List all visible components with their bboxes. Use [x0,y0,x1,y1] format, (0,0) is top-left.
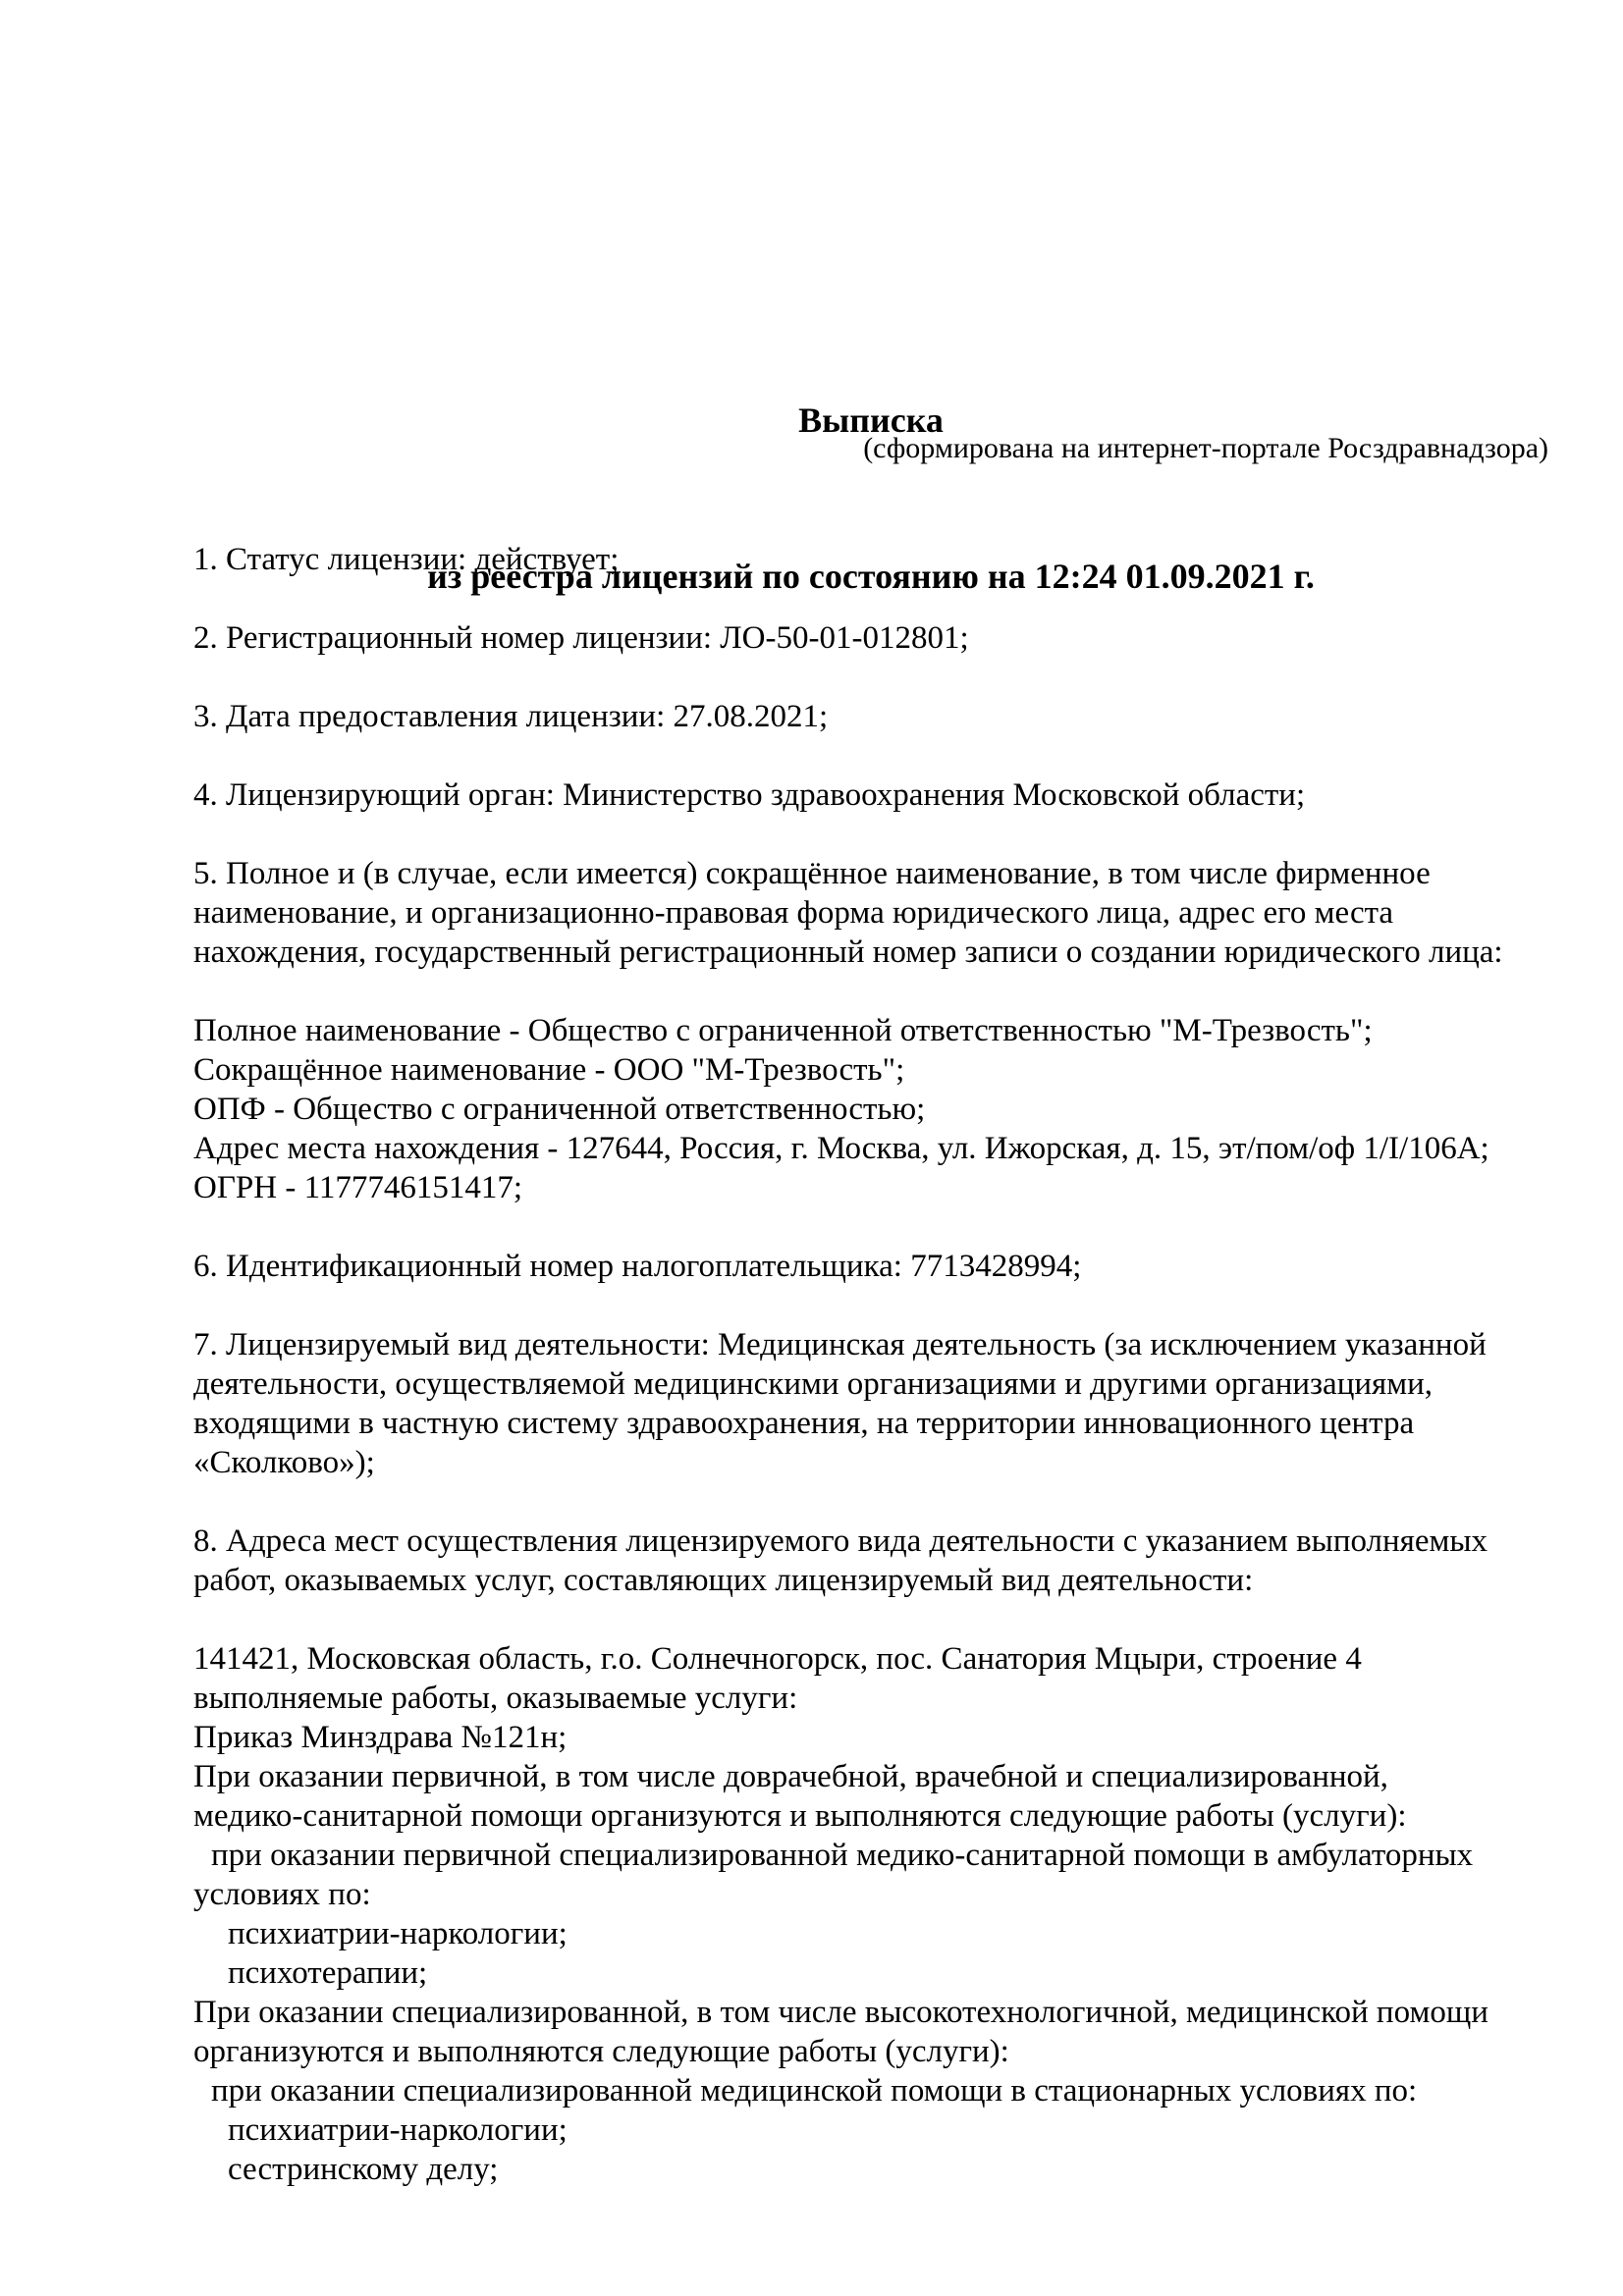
nursing-line: сестринскому делу; [228,2152,499,2187]
psychotherapy-line: психотерапии; [228,1955,428,1991]
inpatient-care-line: при оказании специализированной медицинской помощи в стационарных условиях по: [211,2073,1418,2109]
short-name-line: Сокращённое наименование - ООО "М-Трезвость"; [193,1052,905,1088]
primary-care-line-1: При оказании первичной, в том числе доврачебной, врачебной и специализированной, [193,1759,1388,1794]
psychiatry-narcology-line-2: психиатрии-наркологии; [228,2112,568,2148]
item8-heading-line-1: 8. Адреса мест осуществления лицензируемого вида деятельности с указанием выполняемых [193,1523,1488,1559]
minzdrav-order-line: Приказ Минздрава №121н; [193,1720,568,1755]
registration-number-line: 2. Регистрационный номер лицензии: ЛО-50-01-012801; [193,620,969,656]
item5-heading-line-1: 5. Полное и (в случае, если имеется) сокращённое наименование, в том числе фирменное [193,856,1431,891]
generation-note: (сформирована на интернет-портале Росздравнадзора) [863,432,1548,464]
activity-address-line: 141421, Московская область, г.о. Солнечногорск, пос. Санатория Мцыри, строение 4 [193,1641,1362,1677]
ogrn-line: ОГРН - 1177746151417; [193,1170,523,1205]
license-status-line: 1. Статус лицензии: действует; [193,542,620,577]
address-line: Адрес места нахождения - 127644, Россия, г. Москва, ул. Ижорская, д. 15, эт/пом/оф 1/I/106А; [193,1131,1489,1166]
item5-heading-line-2: наименование, и организационно-правовая форма юридического лица, адрес его места [193,895,1394,931]
document-body [193,540,1563,2189]
psychiatry-narcology-line: психиатрии-наркологии; [228,1916,568,1951]
licensing-authority-line: 4. Лицензирующий орган: Министерство здравоохранения Московской области; [193,777,1306,813]
document-title: Выписка [798,400,944,440]
primary-care-line-2: медико-санитарной помощи организуются и выполняются следующие работы (услуги): [193,1798,1407,1834]
full-name-line: Полное наименование - Общество с ограниченной ответственностью "М-Трезвость"; [193,1013,1373,1048]
item7-activity-line-4: «Сколково»); [193,1445,375,1480]
item7-activity-line-3: входящими в частную систему здравоохранения, на территории инновационного центра [193,1406,1415,1441]
outpatient-care-line-1: при оказании первичной специализированной медико-санитарной помощи в амбулаторных [211,1838,1474,1873]
outpatient-care-line-2: условиях по: [193,1877,371,1912]
specialized-care-line-2: организуются и выполняются следующие работы (услуги): [193,2034,1009,2069]
opf-line: ОПФ - Общество с ограниченной ответственностью; [193,1092,926,1127]
grant-date-line: 3. Дата предоставления лицензии: 27.08.2021; [193,699,829,734]
document-title-line2: из реестра лицензий по состоянию на 12:24 01.09.2021 г. [427,557,1315,596]
item8-heading-line-2: работ, оказываемых услуг, составляющих лицензируемый вид деятельности: [193,1563,1254,1598]
item7-activity-line-2: деятельности, осуществляемой медицинскими организациями и другими организациями, [193,1366,1433,1402]
item5-heading-line-3: нахождения, государственный регистрационный номер записи о создании юридического лица: [193,934,1503,970]
specialized-care-line-1: При оказании специализированной, в том числе высокотехнологичной, медицинской помощи [193,1995,1488,2030]
item7-activity-line-1: 7. Лицензируемый вид деятельности: Медицинская деятельность (за исключением указанной [193,1327,1487,1362]
inn-line: 6. Идентификационный номер налогоплательщика: 7713428994; [193,1249,1082,1284]
works-services-label-line: выполняемые работы, оказываемые услуги: [193,1681,798,1716]
